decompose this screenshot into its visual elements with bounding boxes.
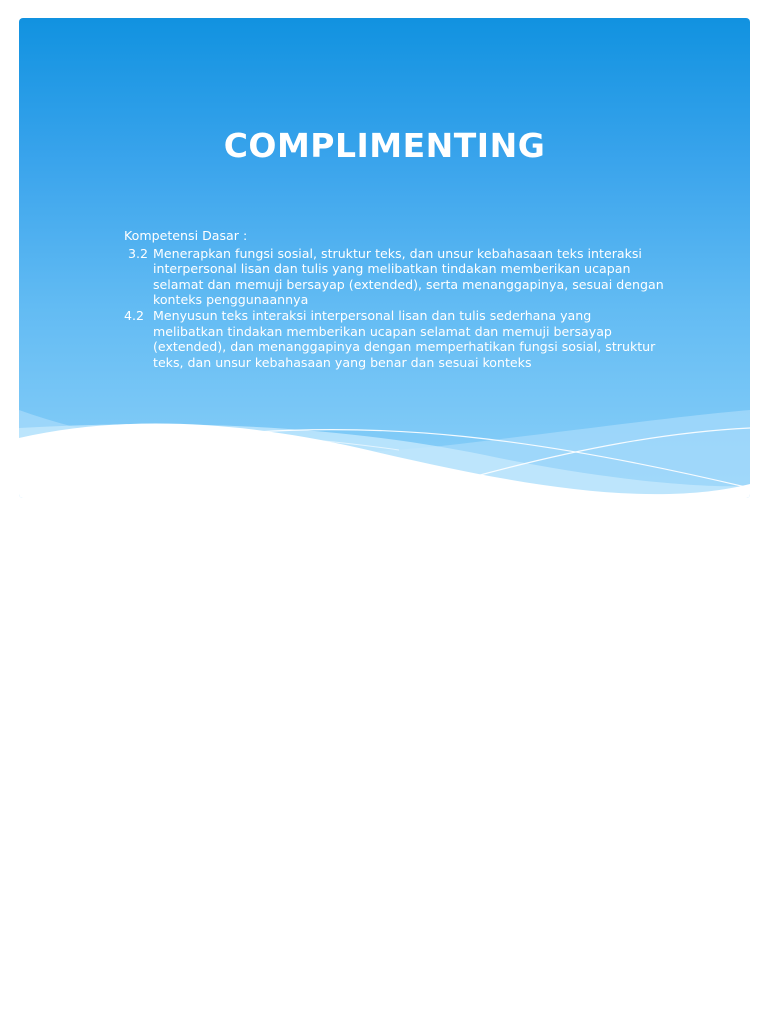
competency-text: Menerapkan fungsi sosial, struktur teks, dan unsur kebahasaan teks interaksi interpersonal lisan dan tulis yang melibatkan tindakan memberikan ucapan selamat dan memuji bersayap (extended), serta menanggapinya, sesuai dengan konteks penggunaannya	[153, 245, 664, 308]
competency-text: Menyusun teks interaksi interpersonal lisan dan tulis sederhana yang melibatkan tindakan memberikan ucapan selamat dan memuji bersayap (extended), dan menanggapinya dengan memperhatikan fungsi sosial, struktur teks, dan unsur kebahasaan yang benar dan sesuai konteks	[153, 307, 656, 370]
competency-item	[124, 246, 664, 308]
slide-body	[124, 228, 664, 370]
competency-number: 3.2	[128, 245, 149, 261]
competency-item	[124, 308, 664, 370]
competency-number: 4.2	[124, 307, 145, 323]
competency-heading: Kompetensi Dasar :	[124, 228, 248, 243]
slide-title: COMPLIMENTING	[223, 126, 546, 165]
